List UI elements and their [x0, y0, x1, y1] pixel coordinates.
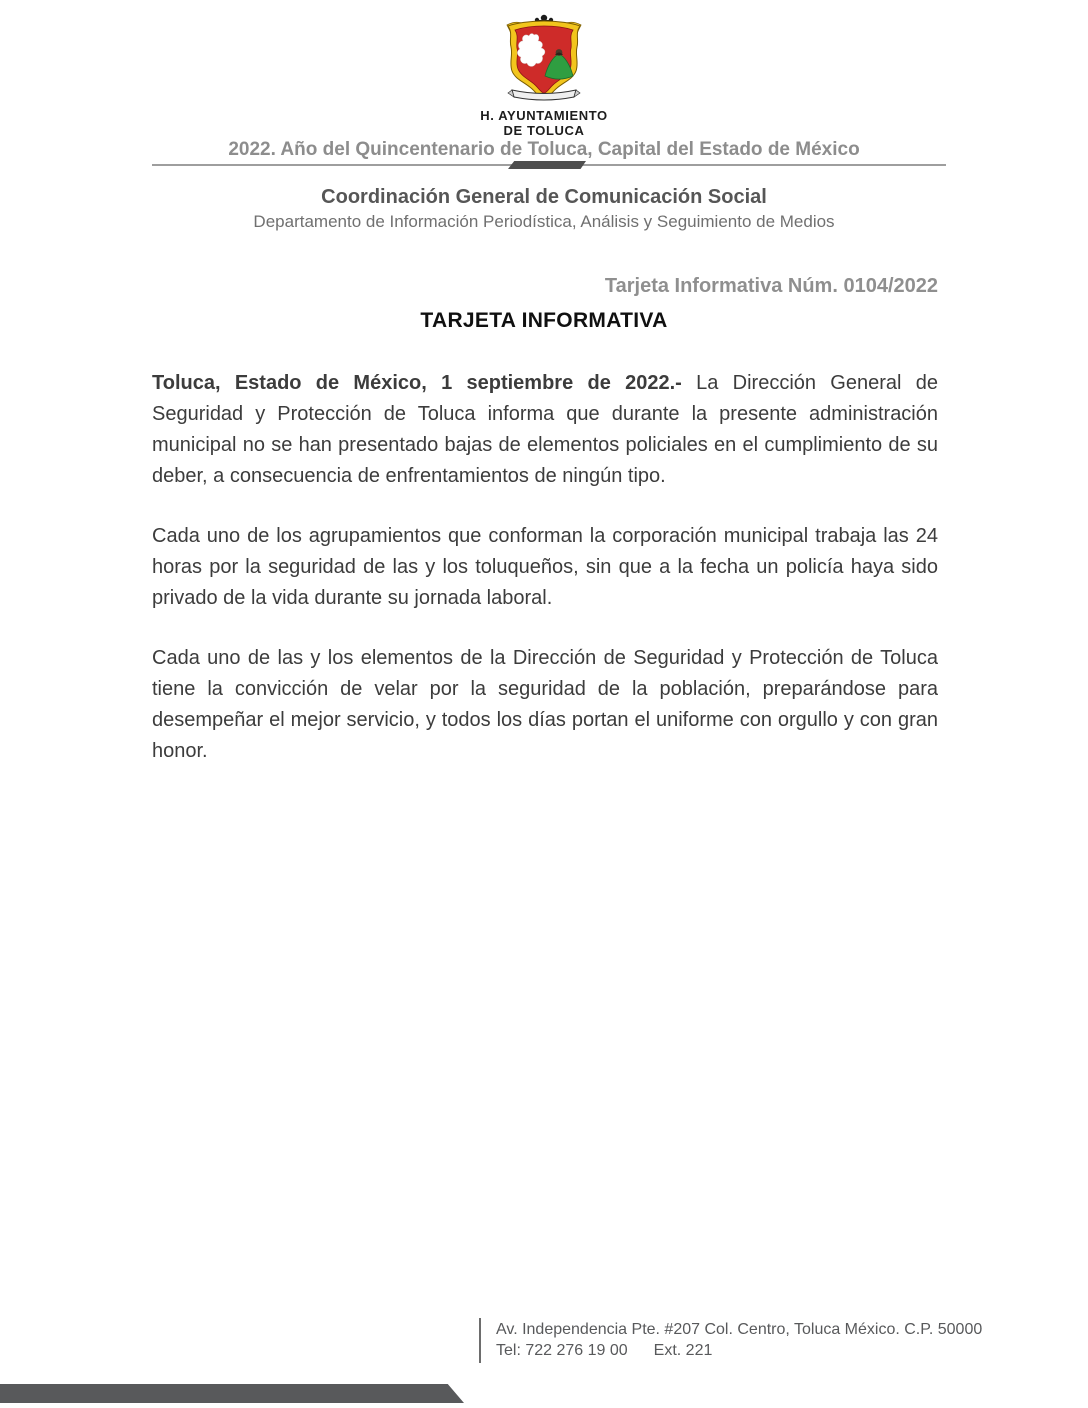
coordination-heading: Coordinación General de Comunicación Social	[321, 186, 767, 208]
body-copy	[152, 368, 938, 796]
bottom-band	[0, 1384, 464, 1403]
footer-phone-line	[496, 1340, 982, 1361]
year-banner: 2022. Año del Quincentenario de Toluca, Capital del Estado de México	[228, 139, 860, 160]
logo-block	[0, 14, 1088, 138]
paragraph-2	[152, 521, 938, 614]
org-name-line2: DE TOLUCA	[503, 123, 585, 138]
divider-accent	[508, 161, 586, 169]
header-divider	[152, 164, 946, 166]
department-subheading: Departamento de Información Periodística, Análisis y Seguimiento de Medios	[253, 212, 835, 231]
paragraph-1-text: La Dirección General de Seguridad y Protección de Toluca informa que durante la presente administración municipal no se han presentado bajas de elementos policiales en el cumplimiento de su deber, a consecuencia de enfrentamientos de ningún tipo.	[152, 372, 938, 487]
document-title: TARJETA INFORMATIVA	[420, 309, 668, 332]
paragraph-3-text: Cada uno de las y los elementos de la Dirección de Seguridad y Protección de Toluca tiene la convicción de velar por la seguridad de la población, preparándose para desempeñar el mejor servicio, y todos los días portan el uniforme con orgullo y con gran honor.	[152, 647, 938, 762]
footer-phone: Tel: 722 276 19 00	[496, 1342, 628, 1359]
footer-contact-block	[479, 1318, 982, 1363]
footer-extension: Ext. 221	[653, 1342, 713, 1359]
paragraph-3	[152, 643, 938, 767]
paragraph-2-text: Cada uno de los agrupamientos que conforman la corporación municipal trabaja las 24 horas por la seguridad de las y los toluqueños, sin que a la fecha un policía haya sido privado de la vida durante su jornada laboral.	[152, 525, 938, 609]
paragraph-1	[152, 368, 938, 492]
footer-address: Av. Independencia Pte. #207 Col. Centro, Toluca México. C.P. 50000	[496, 1321, 983, 1338]
document-reference: Tarjeta Informativa Núm. 0104/2022	[604, 275, 938, 297]
paragraph-1-lead: Toluca, Estado de México, 1 septiembre de 2022.-	[152, 372, 682, 394]
toluca-coat-of-arms-icon	[492, 14, 596, 106]
org-name-line1: H. AYUNTAMIENTO	[480, 108, 608, 123]
